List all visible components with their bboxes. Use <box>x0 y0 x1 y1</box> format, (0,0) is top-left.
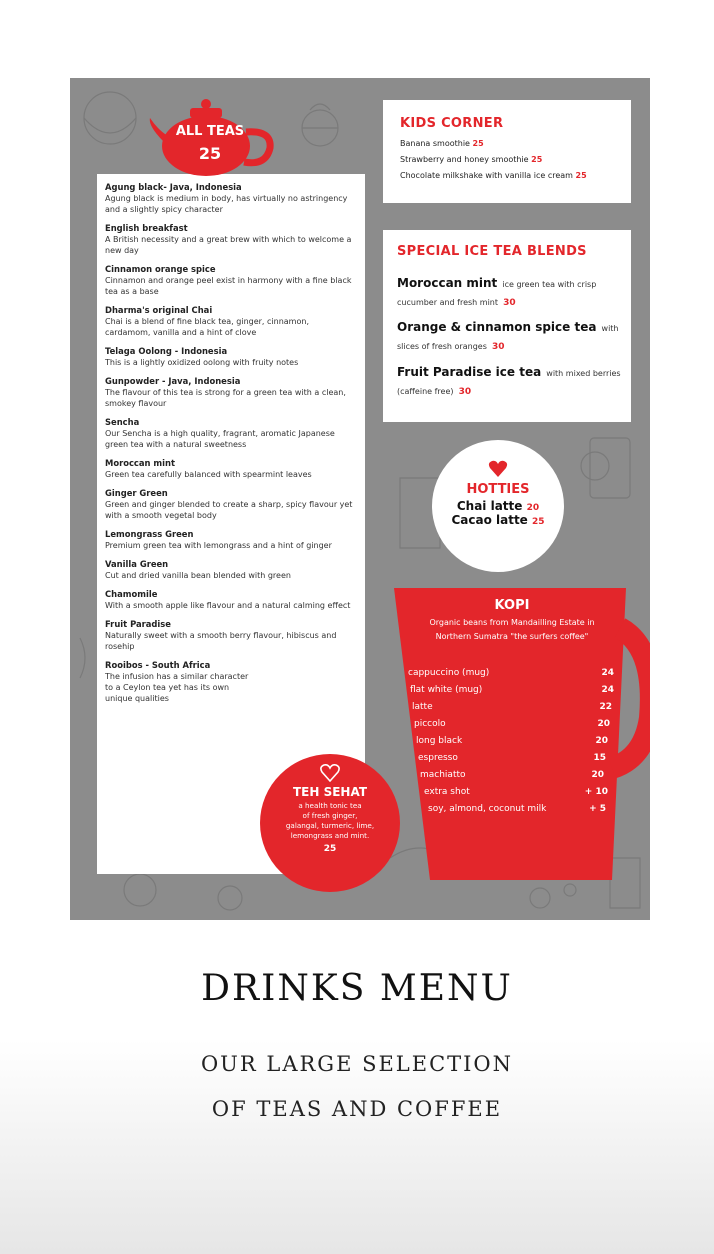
kopi-item-name: extra shot <box>424 787 470 797</box>
kids-corner-list <box>400 136 587 184</box>
all-teas-price: 25 <box>198 144 222 163</box>
tea-desc: The flavour of this tea is strong for a green tea with a clean, smokey flavour <box>105 388 346 408</box>
kopi-item-name: flat white (mug) <box>410 685 483 695</box>
tea-desc: The infusion has a similar character to a Ceylon tea yet has its own unique qualities <box>105 672 249 703</box>
kopi-item-price: + 5 <box>589 804 606 814</box>
tea-item <box>105 660 255 704</box>
kopi-item-name: long black <box>416 736 463 746</box>
tea-desc: This is a lightly oxidized oolong with fruity notes <box>105 358 299 367</box>
kopi-item-name: machiatto <box>420 770 466 780</box>
kopi-item-name: piccolo <box>414 719 446 729</box>
caption-title: DRINKS MENU <box>201 968 513 1009</box>
kopi-item-price: 24 <box>601 668 614 678</box>
teh-sehat-price: 25 <box>323 844 337 854</box>
kopi-item-name: latte <box>412 702 433 712</box>
tea-desc: Cinnamon and orange peel exist in harmony with a fine black tea as a base <box>105 276 352 296</box>
caption-line: OUR LARGE SELECTION <box>200 1052 514 1076</box>
tea-item <box>105 305 355 338</box>
teh-sehat-line: of fresh ginger, <box>302 811 358 820</box>
kopi-item-name: soy, almond, coconut milk <box>428 804 547 814</box>
list-item <box>400 152 587 168</box>
item-price: 25 <box>472 139 484 148</box>
item-price: 25 <box>575 171 587 180</box>
item-name: Chocolate milkshake with vanilla ice cream <box>400 171 573 180</box>
tea-name: Lemongrass Green <box>105 529 194 539</box>
ice-tea-desc: with mixed berries (caffeine free) <box>397 369 621 396</box>
tea-item <box>105 182 355 215</box>
tea-name: Telaga Oolong - Indonesia <box>105 346 228 356</box>
tea-item <box>105 417 355 450</box>
tea-item <box>105 488 355 521</box>
kopi-item-price: 24 <box>601 685 614 695</box>
kopi-item-price: 20 <box>591 770 604 780</box>
ice-tea-price: 30 <box>458 387 472 397</box>
list-item <box>432 513 564 527</box>
ice-tea-name: Moroccan mint <box>397 276 498 290</box>
kopi-row <box>394 787 624 803</box>
teh-sehat-line: lemongrass and mint. <box>290 831 370 840</box>
tea-item <box>105 223 355 256</box>
ice-tea-price: 30 <box>491 342 505 352</box>
kopi-subtitle: Northern Sumatra "the surfers coffee" <box>435 632 589 641</box>
kopi-item-price: 20 <box>595 736 608 746</box>
ice-tea-name: Fruit Paradise ice tea <box>397 365 542 379</box>
tea-item <box>105 559 355 581</box>
kopi-item-name: cappuccino (mug) <box>408 668 490 678</box>
tea-name: Fruit Paradise <box>105 619 171 629</box>
heart-icon <box>320 764 340 782</box>
tea-list <box>105 182 355 712</box>
tea-name: Sencha <box>105 417 140 427</box>
tea-name: Dharma's original Chai <box>105 305 213 315</box>
kopi-row <box>394 719 624 735</box>
kopi-subtitle: Organic beans from Mandailling Estate in <box>429 618 595 627</box>
teh-sehat-desc <box>260 801 400 841</box>
tea-name: Cinnamon orange spice <box>105 264 216 274</box>
list-item <box>400 136 587 152</box>
list-item <box>432 499 564 513</box>
tea-desc: Chai is a blend of fine black tea, ginger, cinnamon, cardamom, vanilla and a hint of clove <box>105 317 309 337</box>
menu-board <box>70 78 650 920</box>
tea-desc: A British necessity and a great brew with which to welcome a new day <box>105 235 352 255</box>
teh-sehat-line: a health tonic tea <box>298 801 362 810</box>
tea-item <box>105 376 355 409</box>
tea-desc: With a smooth apple like flavour and a natural calming effect <box>105 601 351 610</box>
tea-name: English breakfast <box>105 223 188 233</box>
teh-sehat-title: TEH SEHAT <box>292 785 368 799</box>
kopi-row <box>394 736 624 752</box>
ice-tea-item <box>397 274 622 311</box>
tea-item <box>105 529 355 551</box>
item-price: 25 <box>532 517 545 527</box>
tea-desc: Agung black is medium in body, has virtually no astringency and a slightly spicy character <box>105 194 348 214</box>
item-price: 20 <box>526 503 540 513</box>
all-teas-title: ALL TEAS <box>175 124 245 139</box>
tea-name: Chamomile <box>105 589 158 599</box>
tea-desc: Green and ginger blended to create a sharp, spicy flavour yet with a smooth vegetal body <box>105 500 353 520</box>
tea-desc: Green tea carefully balanced with spearmint leaves <box>105 470 312 479</box>
teh-sehat-line: galangal, turmeric, lime, <box>285 821 375 830</box>
hotties-title: HOTTIES <box>466 482 530 497</box>
tea-name: Moroccan mint <box>105 458 175 468</box>
ice-tea-panel <box>383 230 631 422</box>
tea-desc: Naturally sweet with a smooth berry flavour, hibiscus and rosehip <box>105 631 337 651</box>
kopi-item-price: 20 <box>597 719 610 729</box>
tea-name: Ginger Green <box>105 488 168 498</box>
tea-item <box>105 346 355 368</box>
kopi-row <box>394 685 624 701</box>
kopi-row <box>394 804 624 820</box>
kids-corner-panel <box>383 100 631 203</box>
kopi-item-name: espresso <box>418 753 458 763</box>
tea-name: Agung black- Java, Indonesia <box>105 182 242 192</box>
tea-desc: Our Sencha is a high quality, fragrant, aromatic Japanese green tea with a natural sweetness <box>105 429 335 449</box>
tea-item <box>105 589 355 611</box>
caption-line: OF TEAS AND COFFEE <box>211 1097 503 1121</box>
all-teas-badge <box>146 92 274 178</box>
item-name: Cacao latte <box>451 513 528 527</box>
kopi-panel <box>394 588 650 880</box>
item-price: 25 <box>531 155 543 164</box>
item-name: Banana smoothie <box>400 139 470 148</box>
list-item <box>400 168 587 184</box>
item-name: Strawberry and honey smoothie <box>400 155 529 164</box>
ice-tea-item <box>397 318 622 355</box>
ice-tea-name: Orange & cinnamon spice tea <box>397 320 597 334</box>
tea-desc: Premium green tea with lemongrass and a hint of ginger <box>105 541 332 550</box>
kopi-title: KOPI <box>494 598 530 613</box>
tea-item <box>105 619 355 652</box>
tea-name: Vanilla Green <box>105 559 169 569</box>
hotties-badge <box>432 440 564 572</box>
kopi-row <box>394 668 624 684</box>
tea-name: Gunpowder - Java, Indonesia <box>105 376 241 386</box>
teh-sehat-badge <box>260 754 400 892</box>
kopi-item-price: 15 <box>593 753 606 763</box>
kopi-item-price: 22 <box>599 702 612 712</box>
ice-tea-title: SPECIAL ICE TEA BLENDS <box>397 244 587 259</box>
tea-desc: Cut and dried vanilla bean blended with green <box>105 571 291 580</box>
kids-corner-title: KIDS CORNER <box>400 116 504 131</box>
kopi-row <box>394 770 624 786</box>
ice-tea-price: 30 <box>503 298 516 308</box>
kopi-row <box>394 753 624 769</box>
ice-tea-desc: ice green tea with crisp cucumber and fresh mint <box>397 280 597 307</box>
tea-name: Rooibos - South Africa <box>105 660 211 670</box>
item-name: Chai latte <box>456 499 523 513</box>
tea-item <box>105 264 355 297</box>
ice-tea-desc: with slices of fresh oranges <box>397 324 619 351</box>
tea-item <box>105 458 355 480</box>
heart-icon <box>488 460 508 478</box>
kopi-item-price: + 10 <box>584 787 608 797</box>
kopi-row <box>394 702 624 718</box>
ice-tea-item <box>397 363 622 400</box>
